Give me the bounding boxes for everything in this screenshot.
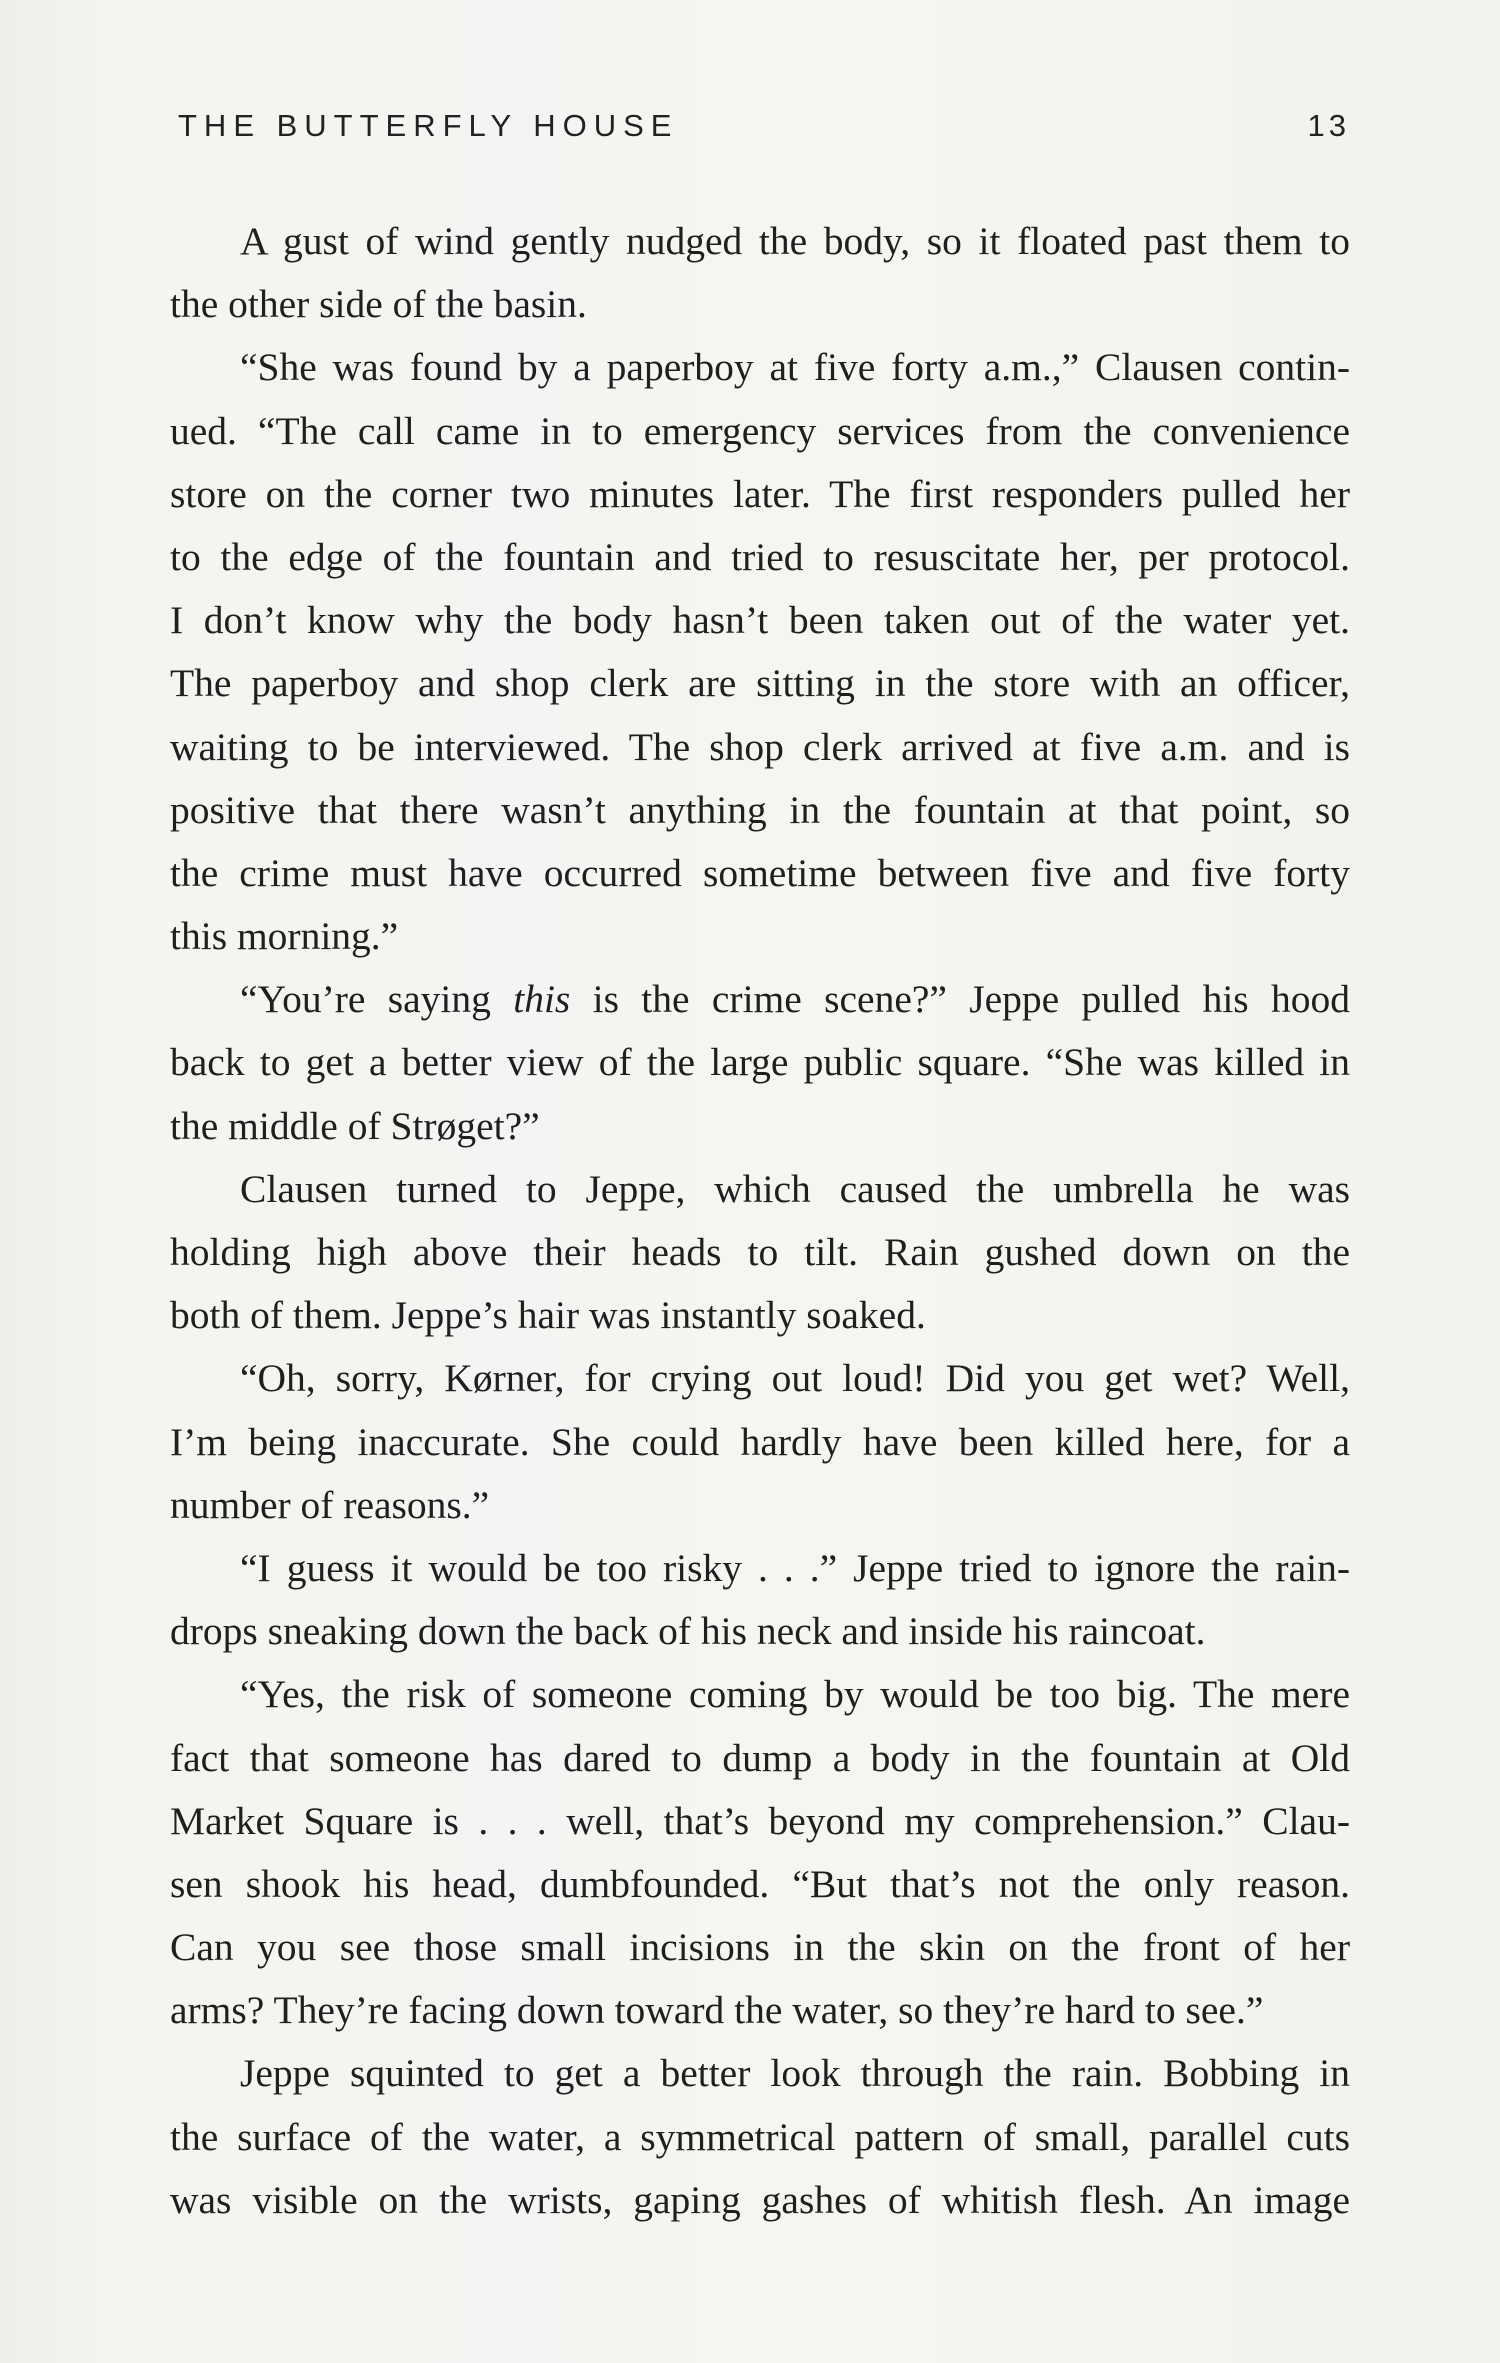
text-line: fact that someone has dared to dump a body in the fountain at Old bbox=[170, 1735, 1350, 1780]
page-number: 13 bbox=[1307, 108, 1350, 143]
text-line: Can you see those small incisions in the skin on the front of her bbox=[170, 1925, 1350, 1970]
text-line: to the edge of the fountain and tried to resuscitate her, per protocol. bbox=[170, 534, 1350, 579]
text-line-segment: “You’re saying bbox=[240, 977, 514, 1022]
text-line: sen shook his head, dumbfounded. “But that’s not the only reason. bbox=[170, 1861, 1350, 1906]
text-line: the crime must have occurred sometime between five and five forty bbox=[170, 850, 1350, 895]
text-line: waiting to be interviewed. The shop clerk arrived at five a.m. and is bbox=[170, 724, 1350, 769]
text-line: holding high above their heads to tilt. Rain gushed down on the bbox=[170, 1230, 1350, 1274]
text-line: A gust of wind gently nudged the body, so it floated past them to bbox=[240, 219, 1350, 263]
text-line: Clausen turned to Jeppe, which caused the umbrella he was bbox=[240, 1166, 1350, 1211]
text-line: “Oh, sorry, Kørner, for crying out loud! Did you get wet? Well, bbox=[240, 1356, 1350, 1401]
body-text bbox=[170, 210, 1350, 2232]
text-line: the middle of Strøget?” bbox=[170, 1103, 540, 1148]
text-line: positive that there wasn’t anything in the fountain at that point, so bbox=[170, 787, 1350, 832]
book-title: THE BUTTERFLY HOUSE bbox=[178, 108, 679, 143]
text-line: Jeppe squinted to get a better look through the rain. Bobbing in bbox=[240, 2051, 1350, 2096]
text-line: this morning.” bbox=[170, 914, 399, 959]
text-line: “I guess it would be too risky . . .” Jeppe tried to ignore the rain- bbox=[240, 1545, 1350, 1590]
text-line: ued. “The call came in to emergency services from the convenience bbox=[170, 408, 1350, 453]
text-line: the surface of the water, a symmetrical pattern of small, parallel cuts bbox=[170, 2114, 1350, 2159]
text-line: was visible on the wrists, gaping gashes of whitish flesh. An image bbox=[170, 2177, 1350, 2222]
text-line: both of them. Jeppe’s hair was instantly soaked. bbox=[170, 1293, 926, 1338]
text-line: back to get a better view of the large public square. “She was killed in bbox=[170, 1040, 1350, 1085]
text-line-segment: is the crime scene?” Jeppe pulled his hood bbox=[570, 977, 1350, 1022]
text-line: the other side of the basin. bbox=[170, 282, 587, 327]
text-line: I don’t know why the body hasn’t been taken out of the water yet. bbox=[170, 598, 1350, 643]
text-line: “Yes, the risk of someone coming by would be too big. The mere bbox=[240, 1672, 1350, 1717]
emphasized-word: this bbox=[513, 977, 571, 1022]
text-line bbox=[170, 968, 1350, 1031]
text-line: number of reasons.” bbox=[170, 1482, 490, 1527]
text-line: store on the corner two minutes later. The first responders pulled her bbox=[170, 471, 1350, 516]
text-line: “She was found by a paperboy at five forty a.m.,” Clausen contin- bbox=[240, 345, 1350, 390]
text-line: The paperboy and shop clerk are sitting in the store with an officer, bbox=[170, 661, 1350, 706]
text-line: arms? They’re facing down toward the water, so they’re hard to see.” bbox=[170, 1988, 1264, 2033]
text-line: drops sneaking down the back of his neck and inside his raincoat. bbox=[170, 1609, 1206, 1654]
text-line: Market Square is . . . well, that’s beyond my comprehension.” Clau- bbox=[170, 1798, 1350, 1843]
running-head bbox=[178, 108, 1350, 158]
text-line: I’m being inaccurate. She could hardly have been killed here, for a bbox=[170, 1419, 1350, 1464]
